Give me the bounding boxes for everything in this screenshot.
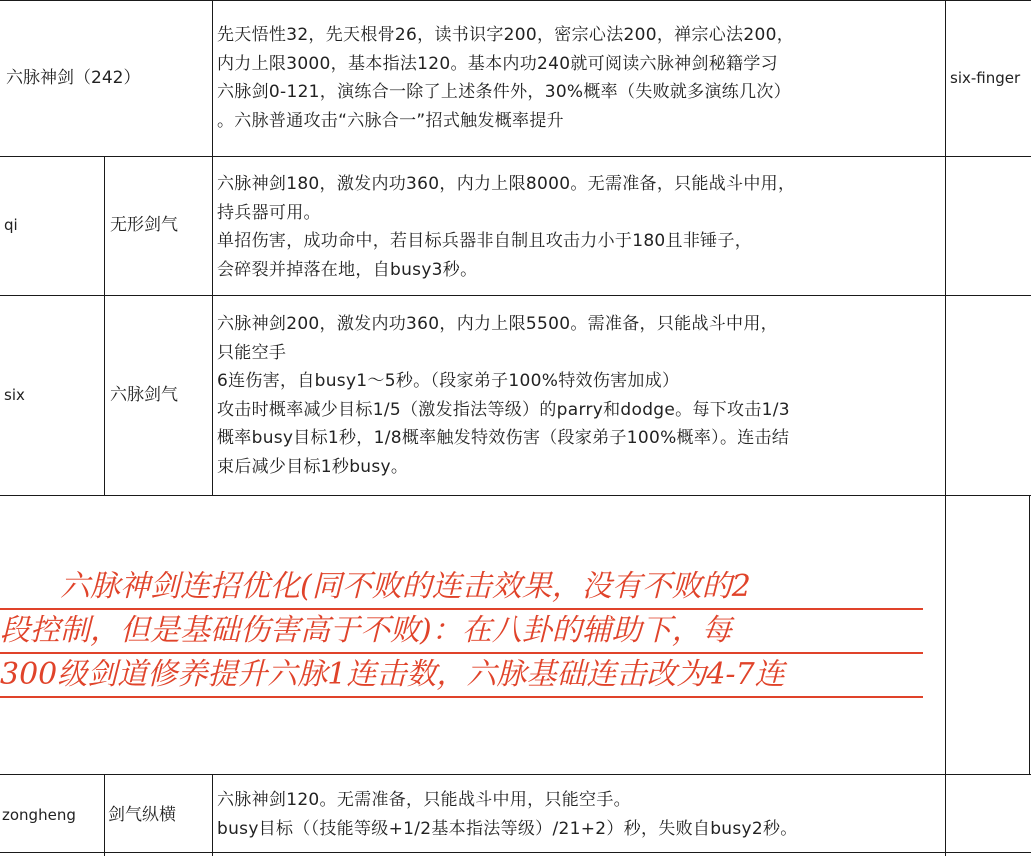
- skill-id-cell: six-finger: [950, 69, 1021, 87]
- grid-line: [945, 0, 946, 856]
- perform-name-cell: 无形剑气: [110, 215, 178, 235]
- desc-line: 攻击时概率减少目标1/5（激发指法等级）的parry和dodge。每下攻击1/3: [217, 399, 790, 420]
- desc-line: 会碎裂并掉落在地，自busy3秒。: [217, 259, 478, 280]
- desc-line: 内力上限3000，基本指法120。基本内功240就可阅读六脉神剑秘籍学习: [217, 53, 778, 74]
- desc-line: 持兵器可用。: [217, 202, 321, 223]
- desc-line: 6连伤害，自busy1～5秒。（段家弟子100%特效伤害加成）: [217, 371, 680, 391]
- grid-line: [1029, 495, 1030, 774]
- perform-description-cell: [217, 170, 943, 292]
- perform-name-cell: 剑气纵横: [108, 805, 176, 825]
- note-line: 六脉神剑连招优化(同不败的连击效果，没有不败的2: [0, 566, 923, 610]
- desc-line: 只能空手: [217, 342, 287, 363]
- optimization-note: [0, 566, 945, 698]
- desc-line: 。六脉普通攻击“六脉合一”招式触发概率提升: [217, 110, 564, 131]
- grid-line: [212, 774, 213, 856]
- desc-line: 单招伤害，成功命中，若目标兵器非自制且攻击力小于180且非锤子，: [217, 231, 753, 251]
- skill-description-cell: [217, 21, 943, 151]
- desc-line: 束后减少目标1秒busy。: [217, 456, 409, 477]
- grid-line: [104, 774, 105, 856]
- desc-line: 六脉神剑120。无需准备，只能战斗中用，只能空手。: [217, 790, 631, 810]
- perform-code-cell: six: [4, 386, 25, 404]
- note-line: 段控制，但是基础伤害高于不败)：在八卦的辅助下，每: [0, 610, 923, 654]
- desc-line: 六脉神剑200，激发内功360，内力上限5500。需准备，只能战斗中用，: [217, 314, 778, 334]
- grid-line: [212, 0, 213, 495]
- desc-line: 六脉神剑180，激发内功360，内力上限8000。无需准备，只能战斗中用，: [217, 174, 796, 194]
- note-line: 300级剑道修养提升六脉1连击数，六脉基础连击改为4-7连: [0, 654, 923, 698]
- perform-description-cell: [217, 786, 943, 852]
- perform-code-cell: zongheng: [2, 806, 76, 824]
- desc-line: busy目标（（技能等级+1/2基本指法等级）/21+2）秒，失败自busy2秒。: [217, 818, 798, 839]
- grid-line: [0, 495, 1031, 496]
- desc-line: 六脉剑0-121，演练合一除了上述条件外，30%概率（失败就多演练几次）: [217, 82, 791, 102]
- skill-name-cell: 六脉神剑（242）: [6, 68, 141, 88]
- desc-line: 先天悟性32，先天根骨26，读书识字200，密宗心法200，禅宗心法200，: [217, 25, 795, 45]
- perform-description-cell: [217, 310, 943, 492]
- grid-line: [104, 156, 105, 495]
- desc-line: 概率busy目标1秒，1/8概率触发特效伤害（段家弟子100%概率）。连击结: [217, 428, 790, 448]
- perform-code-cell: qi: [4, 216, 18, 234]
- perform-name-cell: 六脉剑气: [110, 385, 178, 405]
